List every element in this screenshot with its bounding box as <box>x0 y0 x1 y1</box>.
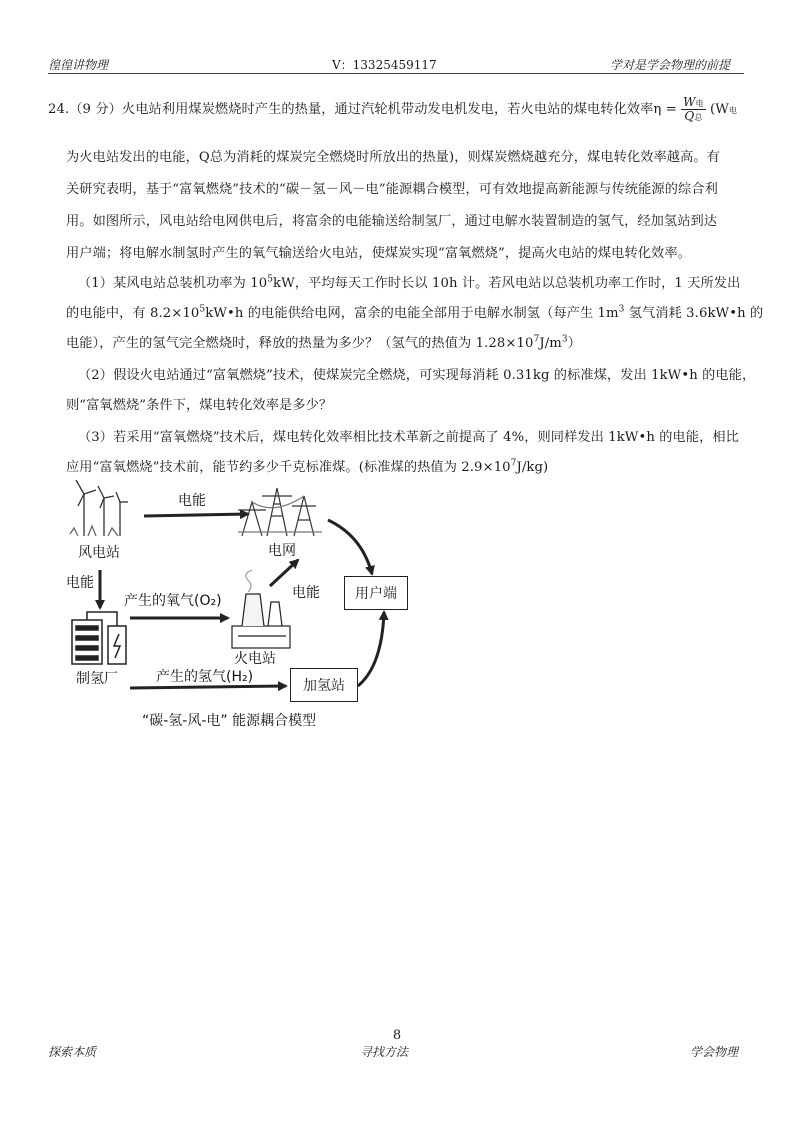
thermal-power-station-icon <box>232 570 290 648</box>
label-grid: 电网 <box>268 543 296 559</box>
header-center: V：13325459117 <box>332 58 437 72</box>
label-power-top: 电能 <box>178 493 206 509</box>
arrow-wind-to-grid <box>144 514 248 516</box>
electrolyzer-icon <box>72 612 126 664</box>
part-1-line-3: 电能），产生的氢气完全燃烧时，释放的热量为多少？（氢气的热值为 $1.28\times 10^7J/m^3$） <box>66 334 581 351</box>
label-oxygen: 产生的氧气(O₂) <box>124 593 222 609</box>
part-2-line-2: 则“富氧燃烧”条件下，煤电转化效率是多少？ <box>66 398 333 413</box>
part-3-line-2: 应用“富氧燃烧”技术前，能节约多少千克标准煤。(标准煤的热值为 $2.9\times 10^7J/kg$) <box>66 458 549 475</box>
part-3-line-1: （3）若采用“富氧燃烧”技术后，煤电转化效率相比技术革新之前提高了 4%，则同样发出 1kW•h 的电能，相比 <box>78 430 739 445</box>
header-rule <box>48 73 744 74</box>
question-line-4: 用。如图所示，风电站给电网供电后，将富余的电能输送给制氢厂，通过电解水装置制造的氢气，经加氢站到达 <box>66 214 718 229</box>
box-h2-station: 加氢站 <box>290 668 358 702</box>
page-number: 8 <box>392 1028 402 1043</box>
footer-left: 探索本质 <box>48 1045 97 1059</box>
arrow-h2station-to-user <box>358 612 384 686</box>
part-2-line-1: （2）假设火电站通过“富氧燃烧”技术，使煤炭完全燃烧，可实现每消耗 0.31kg 的标准煤，发出 1kW•h 的电能， <box>78 368 756 383</box>
box-user-end: 用户端 <box>344 576 408 610</box>
footer-right: 学会物理 <box>690 1045 739 1059</box>
label-thermal-station: 火电站 <box>234 651 276 667</box>
label-hydrogen-plant: 制氢厂 <box>76 671 118 687</box>
question-line-2: 为火电站发出的电能，Q总为消耗的煤炭完全燃烧时所放出的热量)，则煤炭燃烧越充分，煤电转化效率越高。有 <box>66 150 720 165</box>
arrow-grid-to-user <box>328 520 372 574</box>
label-hydrogen: 产生的氢气(H₂) <box>156 669 254 685</box>
part-1-line-1: （1）某风电站总装机功率为 $10^5kW$，平均每天工作时长以 10h 计。若风电站以总装机功率工作时，1 天所发出 <box>78 274 741 291</box>
question-line-1: 24.（9 分）火电站利用煤炭燃烧时产生的热量，通过汽轮机带动发电机发电，若火电站的煤电转化效率η = $\frac{\text{W电}}{\text{Q总}}$ (W电 <box>48 95 738 124</box>
header-right: 学对是学会物理的前提 <box>610 58 731 72</box>
power-grid-tower-icon <box>238 488 322 536</box>
header-left: 徨徨讲物理 <box>48 58 109 72</box>
question-line-5: 用户端；将电解水制氢时产生的氧气输送给火电站，使煤炭实现“富氧燃烧”，提高火电站的煤电转化效率。 <box>66 246 691 261</box>
efficiency-fraction: $\frac{\text{W电}}{\text{Q总}}$ <box>683 95 704 124</box>
label-power-left: 电能 <box>66 575 94 591</box>
footer-center: 寻找方法 <box>360 1045 409 1059</box>
wind-turbine-icon <box>70 480 128 536</box>
diagram-caption: “碳-氢-风-电” 能源耦合模型 <box>142 713 317 729</box>
label-wind-station: 风电站 <box>78 545 120 561</box>
question-line-3: 关研究表明，基于“富氧燃烧”技术的“碳－氢－风－电”能源耦合模型，可有效地提高新能源与传统能源的综合利 <box>66 182 718 197</box>
arrow-hydrogen <box>130 686 286 688</box>
energy-coupling-diagram <box>62 476 412 734</box>
part-1-line-2: 的电能中，有 $8.2\times 10^5kW•h$ 的电能供给电网，富余的电能全部用于电解水制氢（每产生 $1m^3$ 氢气消耗 3.6kW•h 的 <box>66 304 764 321</box>
label-power-right: 电能 <box>292 585 320 601</box>
